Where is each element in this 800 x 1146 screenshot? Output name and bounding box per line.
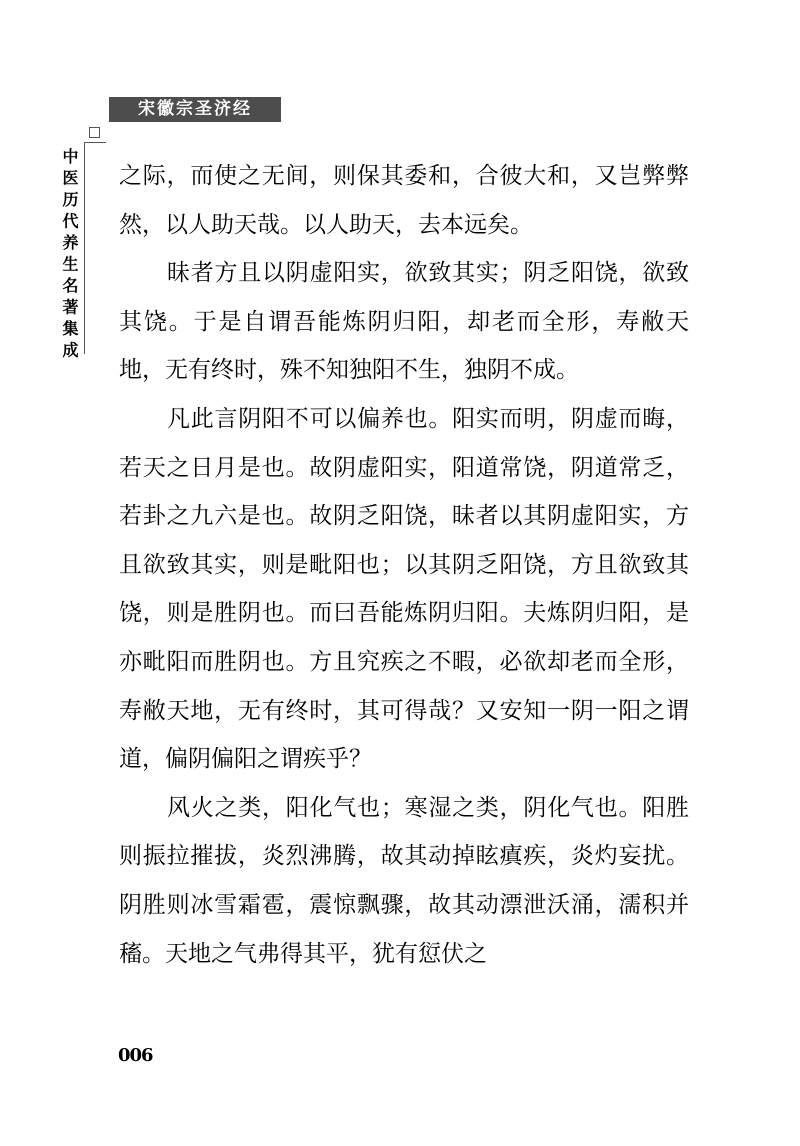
book-title: 宋徽宗圣济经 [138,99,252,119]
paragraph: 之际，而使之无间，则保其委和，合彼大和，又岂弊弊然，以人助天哉。以人助天，去本远矣。 [119,163,689,238]
paragraph: 凡此言阴阳不可以偏养也。阳实而明，阴虚而晦，若天之日月是也。故阴虚阳实，阳道常饶，阴道常乏，若卦之九六是也。故阴乏阳饶，昧者以其阴虚阳实，方且欲致其实，则是毗阳也；以其阴乏阳饶，方且欲致其饶，则是胜阴也。而曰吾能炼阴归阳。夫炼阴归阳，是亦毗阳而胜阴也。方且究疾之不暇，必欲却老而全形，寿敝天地，无有终时，其可得哉？又安知一阴一阳之谓道，偏阴偏阳之谓疾乎？ [119,405,689,773]
paragraph: 昧者方且以阴虚阳实，欲致其实；阴乏阳饶，欲致其饶。于是自谓吾能炼阴归阳，却老而全形，寿敝天地，无有终时，殊不知独阳不生，独阴不成。 [119,260,689,384]
series-title: 中医历代养生名著集成 [60,148,79,363]
corner-square-ornament [89,127,100,138]
paragraph: 风火之类，阳化气也；寒湿之类，阴化气也。阳胜则振拉摧拔，炎烈沸腾，故其动掉眩瘨疾，炎灼妄扰。阴胜则冰雪霜雹，震惊飘骤，故其动漂泄沃涌，濡积并稸。天地之气弗得其平，犹有愆伏之 [119,794,689,967]
book-title-banner [109,97,281,121]
body-text [119,152,689,978]
side-horizontal-rule [84,142,106,143]
header-rule [109,121,281,122]
side-vertical-rule [84,142,85,354]
page-number: 006 [118,1045,153,1066]
